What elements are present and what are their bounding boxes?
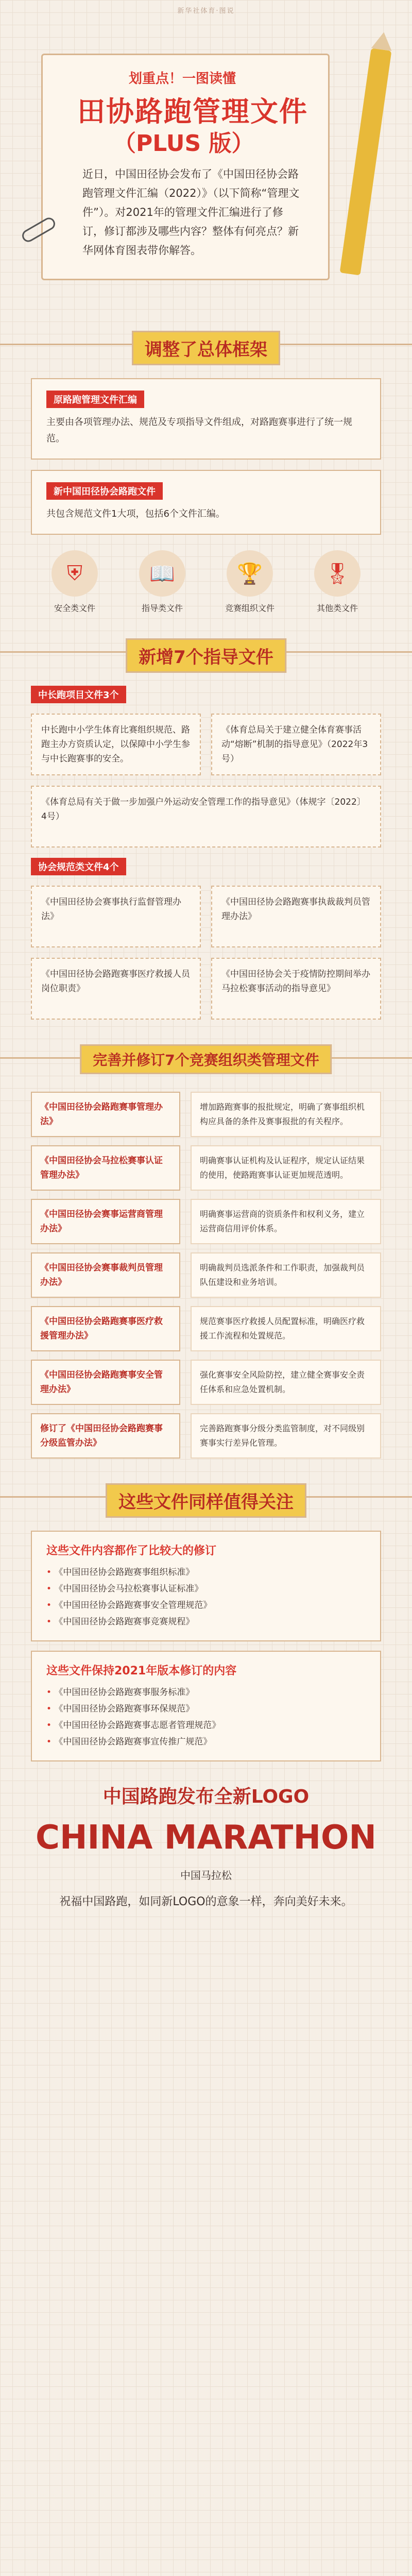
- doc-desc: 规范赛事医疗救援人员配置标准，明确医疗救援工作流程和处置规范。: [191, 1306, 381, 1351]
- card-tag: 原路跑管理文件汇编: [46, 391, 144, 408]
- list: [46, 1564, 366, 1630]
- hero-intro: 近日，中国田径协会发布了《中国田径协会路跑管理文件汇编（2022）》（以下简称“管理文件”）。对2021年的管理文件汇编进行了修订，修订都涉及哪些内容？整体有何亮点？新华网体育图表带你解答。: [82, 168, 300, 257]
- section-tag: 中长跑项目文件3个: [31, 686, 126, 703]
- category-item: [39, 550, 111, 614]
- list-item: • 《中国田径协会路跑赛事安全管理规范》: [46, 1597, 366, 1614]
- guidance-cell: 《中国田径协会赛事执行监督管理办法》: [31, 886, 201, 947]
- category-label: 竞赛组织文件: [225, 603, 274, 613]
- doc-row: [31, 1092, 381, 1137]
- hero-title: 田协路跑管理文件: [77, 95, 308, 128]
- section-band-framework: [0, 327, 412, 363]
- logo-section-title: 中国路跑发布全新LOGO: [102, 1786, 310, 1807]
- doc-desc: 增加路跑赛事的报批规定，明确了赛事组织机构应具备的条件及赛事报批的有关程序。: [191, 1092, 381, 1137]
- hero: [0, 18, 412, 306]
- guidance-cell: 《体育总局关于建立健全体育赛事活动“熔断”机制的指导意见》（2022年3号）: [211, 714, 381, 775]
- category-item: [214, 550, 286, 614]
- list-item: • 《中国田径协会路跑赛事组织标准》: [46, 1564, 366, 1581]
- doc-title: 《中国田径协会赛事裁判员管理办法》: [31, 1252, 180, 1298]
- hero-plus: （PLUS 版）: [113, 130, 254, 157]
- guidance-cell: 《中国田径协会关于疫情防控期间举办马拉松赛事活动的指导意见》: [211, 958, 381, 1020]
- attention-list-1: [31, 1531, 381, 1641]
- section-tag: 协会规范类文件4个: [31, 858, 126, 875]
- list-item: • 《中国田径协会路跑赛事志愿者管理规范》: [46, 1717, 366, 1734]
- category-item: [301, 550, 373, 614]
- doc-row: [31, 1199, 381, 1244]
- section-title: 调整了总体框架: [132, 331, 280, 365]
- guidance-grid-2: [31, 886, 381, 1020]
- list-item: • 《中国田径协会路跑赛事服务标准》: [46, 1684, 366, 1701]
- tag-row: [31, 686, 381, 703]
- china-marathon-logo: CHINA MARATHON: [36, 1819, 376, 1857]
- doc-title: 《中国田径协会路跑赛事医疗救援管理办法》: [31, 1306, 180, 1351]
- doc-row: [31, 1252, 381, 1298]
- doc-title: 《中国田径协会马拉松赛事认证管理办法》: [31, 1145, 180, 1191]
- framework-card-old: [31, 378, 381, 460]
- card-text: 主要由各项管理办法、规范及专项指导文件组成，对路跑赛事进行了统一规范。: [46, 417, 352, 444]
- doc-desc: 完善路跑赛事分级分类监管制度，对不同级别赛事实行差异化管理。: [191, 1413, 381, 1459]
- book-icon: 📖: [139, 550, 185, 597]
- section-band-revised: [0, 1040, 412, 1076]
- category-item: [126, 550, 198, 614]
- category-label: 其他类文件: [316, 603, 358, 613]
- tag-row: [31, 858, 381, 875]
- medal-icon: 🎖: [314, 550, 360, 597]
- doc-row: [31, 1360, 381, 1405]
- category-icons: [31, 550, 381, 614]
- card-tag: 新中国田径协会路跑文件: [46, 482, 163, 500]
- list-item: • 《中国田径协会路跑赛事宣传推广规范》: [46, 1734, 366, 1750]
- category-label: 指导类文件: [141, 603, 183, 613]
- doc-row: [31, 1306, 381, 1351]
- logo-subtitle: 中国马拉松: [180, 1869, 232, 1882]
- logo-section: [0, 1782, 412, 1912]
- doc-desc: 明确裁判员选派条件和工作职责，加强裁判员队伍建设和业务培训。: [191, 1252, 381, 1298]
- list: [46, 1684, 366, 1750]
- doc-row: [31, 1413, 381, 1459]
- list-head: 这些文件内容都作了比较大的修订: [46, 1545, 217, 1557]
- attention-list-2: [31, 1651, 381, 1761]
- section-title: 这些文件同样值得关注: [106, 1483, 306, 1518]
- doc-row: [31, 1145, 381, 1191]
- shield-icon: ⛨: [52, 550, 98, 597]
- doc-title: 《中国田径协会路跑赛事安全管理办法》: [31, 1360, 180, 1405]
- section-band-guidance: [0, 634, 412, 670]
- category-label: 安全类文件: [54, 603, 95, 613]
- guidance-cell: 中长跑中小学生体育比赛组织规范、路跑主办方资质认定，以保障中小学生参与中长跑赛事的安全。: [31, 714, 201, 775]
- top-bar: 新华社体育·图说: [177, 7, 235, 15]
- section-title: 完善并修订7个竞赛组织类管理文件: [80, 1044, 332, 1074]
- list-head: 这些文件保持2021年版本修订的内容: [46, 1665, 237, 1677]
- doc-desc: 明确赛事运营商的资质条件和权利义务，建立运营商信用评价体系。: [191, 1199, 381, 1244]
- trophy-icon: 🏆: [227, 550, 273, 597]
- card-text: 共包含规范文件1大项，包括6个文件汇编。: [46, 509, 225, 519]
- list-item: • 《中国田径协会马拉松赛事认证标准》: [46, 1581, 366, 1597]
- doc-title: 《中国田径协会赛事运营商管理办法》: [31, 1199, 180, 1244]
- section-title: 新增7个指导文件: [126, 638, 286, 673]
- slogan: 祝福中国路跑，如同新LOGO的意象一样，奔向美好未来。: [59, 1895, 353, 1908]
- doc-desc: 明确赛事认证机构及认证程序，规定认证结果的使用，使路跑赛事认证更加规范透明。: [191, 1145, 381, 1191]
- hero-subtitle: 划重点！一图读懂: [129, 71, 236, 87]
- list-item: • 《中国田径协会路跑赛事环保规范》: [46, 1701, 366, 1717]
- guidance-grid-1: [31, 714, 381, 848]
- list-item: • 《中国田径协会路跑赛事竞赛规程》: [46, 1614, 366, 1630]
- doc-desc: 强化赛事安全风险防控，建立健全赛事安全责任体系和应急处置机制。: [191, 1360, 381, 1405]
- doc-title: 《中国田径协会路跑赛事管理办法》: [31, 1092, 180, 1137]
- guidance-cell: 《体育总局有关于做一步加强户外运动安全管理工作的指导意见》（体规字〔2022〕4号）: [31, 786, 381, 848]
- doc-title: 修订了《中国田径协会路跑赛事分级监管办法》: [31, 1413, 180, 1459]
- section-band-attention: [0, 1479, 412, 1515]
- pencil-icon: [340, 48, 392, 275]
- framework-card-new: [31, 470, 381, 535]
- guidance-cell: 《中国田径协会路跑赛事执裁裁判员管理办法》: [211, 886, 381, 947]
- guidance-cell: 《中国田径协会路跑赛事医疗救援人员岗位职责》: [31, 958, 201, 1020]
